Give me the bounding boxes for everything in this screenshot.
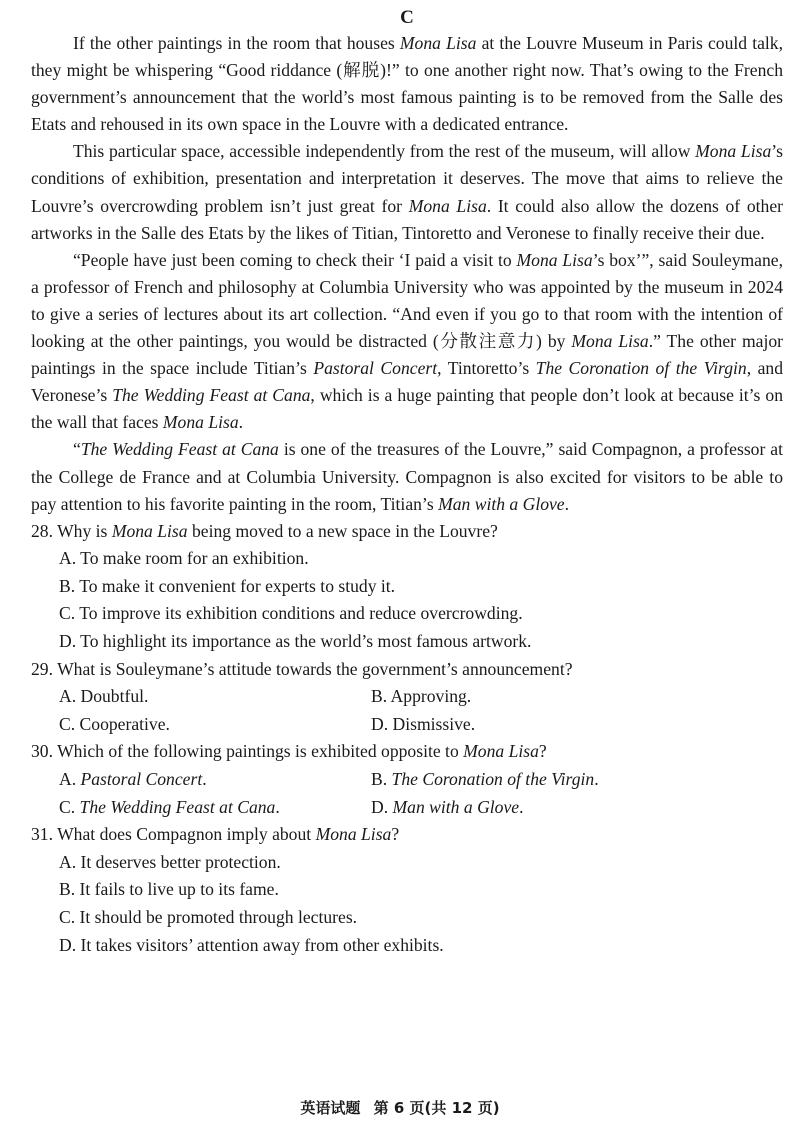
question-30: [31, 738, 783, 821]
question-stem: 31. What does Compagnon imply about Mona Lisa?: [31, 824, 400, 845]
passage-paragraph-2: This particular space, accessible independently from the rest of the museum, will allow Mona Lisa’s conditions of exhibition, presentation and interpretation it deserves. The move that aims to relieve the Louvre’s overcrowding problem isn’t just great for Mona Lisa. It could also allow the dozens of other artworks in the Salle des Etats by the likes of Titian, Tintoretto and Veronese to finally receive their due.: [31, 141, 783, 243]
page-footer: [0, 1097, 800, 1118]
option-d[interactable]: D. Man with a Glove.: [371, 796, 524, 817]
question-29: [31, 656, 783, 739]
option-c[interactable]: C. Cooperative.: [59, 713, 170, 734]
question-31: [31, 821, 783, 959]
footer-subject: 英语试题: [300, 1099, 361, 1117]
option-a[interactable]: A. To make room for an exhibition.: [59, 548, 309, 569]
option-d[interactable]: D. It takes visitors’ attention away from other exhibits.: [59, 934, 444, 955]
option-d[interactable]: D. Dismissive.: [371, 713, 476, 734]
footer-page-number: 第 6 页(共 12 页): [373, 1099, 500, 1117]
option-b[interactable]: B. It fails to live up to its fame.: [59, 879, 279, 900]
option-b[interactable]: B. Approving.: [371, 686, 472, 707]
option-a[interactable]: A. Doubtful.: [59, 686, 149, 707]
passage-paragraph-4: “The Wedding Feast at Cana is one of the treasures of the Louvre,” said Compagnon, a professor at the College de France and at Columbia University. Compagnon is also excited for visitors to be able to pay attention to his favorite painting in the room, Titian’s Man with a Glove.: [31, 439, 783, 514]
question-stem: 28. Why is Mona Lisa being moved to a new space in the Louvre?: [31, 520, 498, 541]
question-28: [31, 518, 783, 656]
option-c[interactable]: C. The Wedding Feast at Cana.: [59, 796, 280, 817]
option-c[interactable]: C. To improve its exhibition conditions and reduce overcrowding.: [59, 603, 523, 624]
exam-page: [31, 0, 783, 959]
passage-paragraph-1: If the other paintings in the room that houses Mona Lisa at the Louvre Museum in Paris could talk, they might be whispering “Good riddance (解脱)!” to one another right now. That’s owing to the French government’s announcement that the world’s most famous painting is to be removed from the Salle des Etats and rehoused in its own space in the Louvre with a dedicated entrance.: [31, 33, 784, 135]
passage-paragraph-3: “People have just been coming to check their ‘I paid a visit to Mona Lisa’s box’”, said Souleymane, a professor of French and philosophy at Columbia University who was appointed by the museum in 2024 to give a series of lectures about its art collection. “And even if you go to that room with the intention of looking at the other paintings, you would be distracted (分散注意力) by Mona Lisa.” The other major paintings in the space include Titian’s Pastoral Concert, Tintoretto’s The Coronation of the Virgin, and Veronese’s The Wedding Feast at Cana, which is a huge painting that people don’t look at because it’s on the wall that faces Mona Lisa.: [31, 249, 784, 433]
option-a[interactable]: A. It deserves better protection.: [59, 851, 281, 872]
section-heading: C: [400, 7, 414, 28]
option-b[interactable]: B. The Coronation of the Virgin.: [371, 769, 599, 790]
option-b[interactable]: B. To make it convenient for experts to study it.: [59, 575, 396, 596]
question-stem: 30. Which of the following paintings is exhibited opposite to Mona Lisa?: [31, 741, 547, 762]
question-stem: 29. What is Souleymane’s attitude towards the government’s announcement?: [31, 658, 573, 679]
option-d[interactable]: D. To highlight its importance as the world’s most famous artwork.: [59, 631, 532, 652]
option-c[interactable]: C. It should be promoted through lectures.: [59, 907, 358, 927]
option-a[interactable]: A. Pastoral Concert.: [59, 769, 207, 790]
